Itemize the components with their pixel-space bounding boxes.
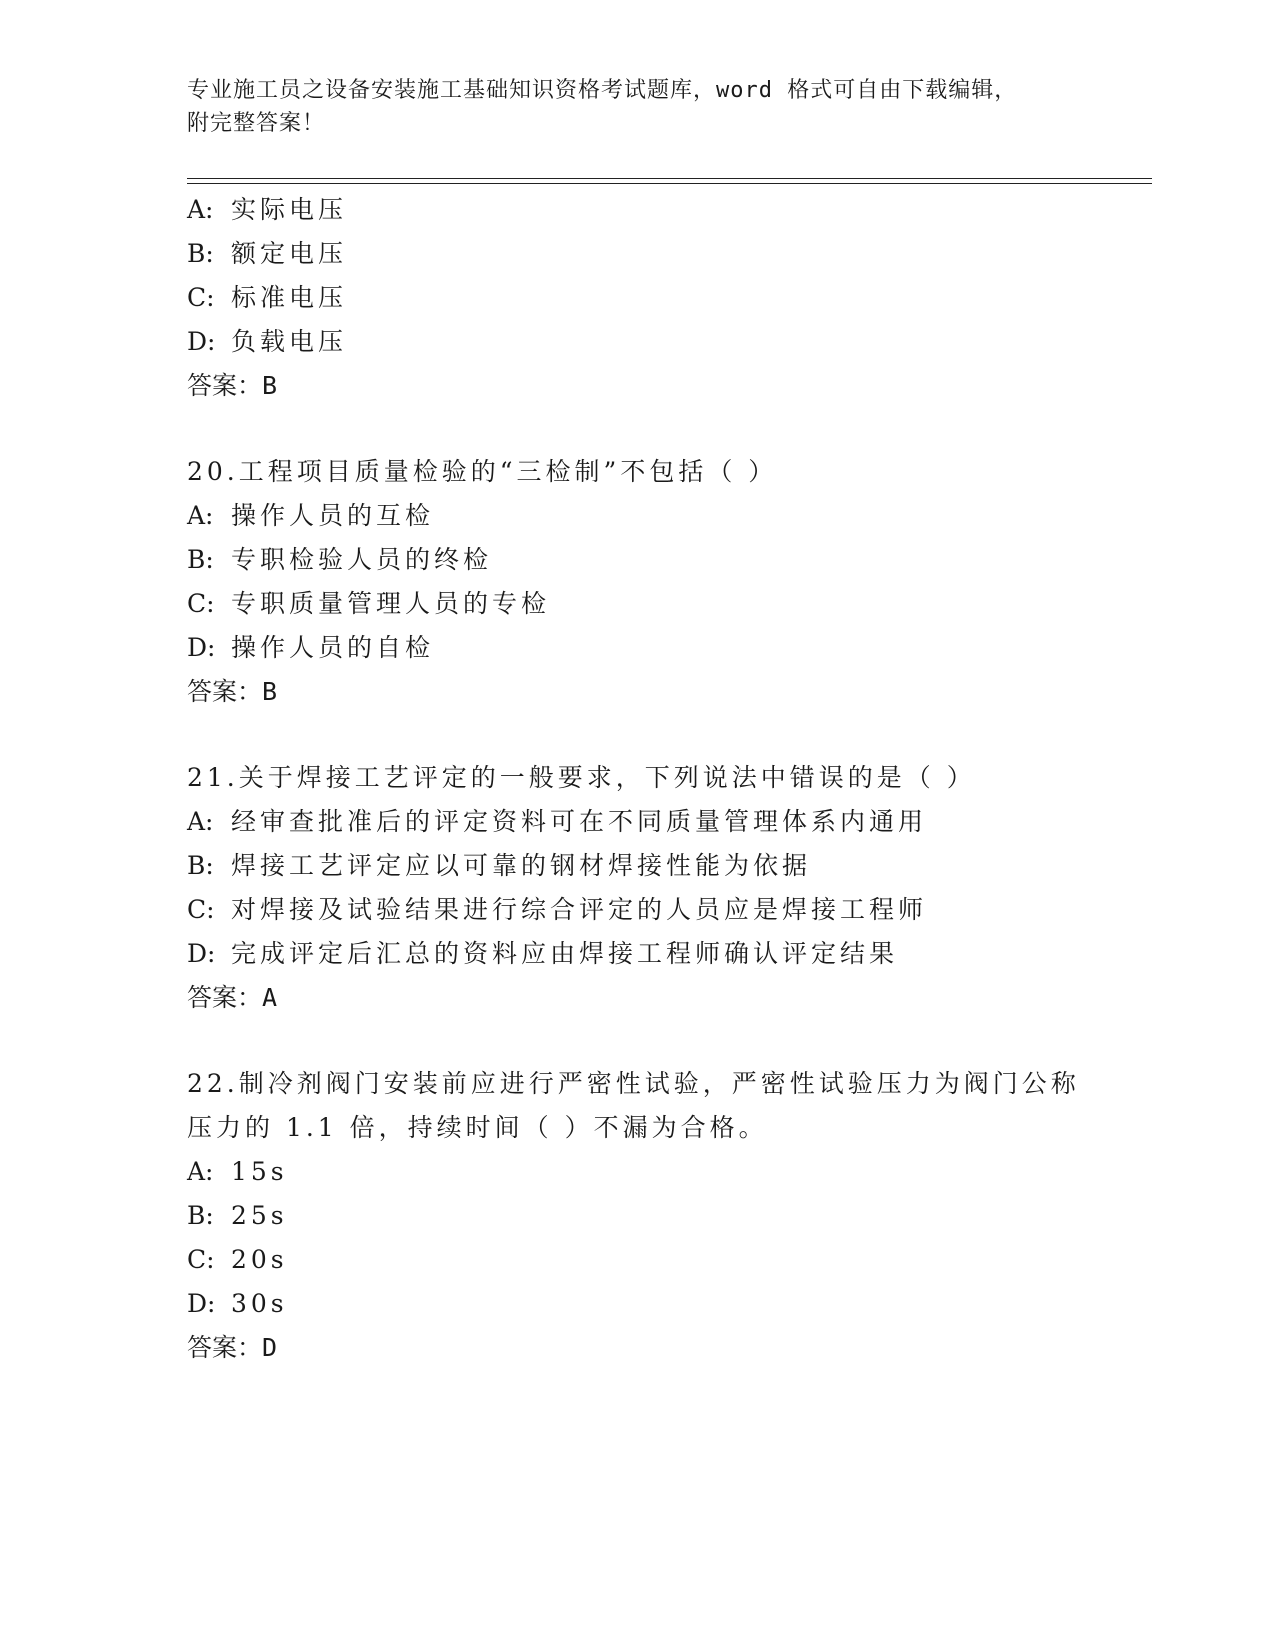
option-key: D:	[187, 633, 216, 662]
option-key: C:	[187, 283, 215, 312]
option-key: D:	[187, 939, 216, 968]
option-key: C:	[187, 895, 215, 924]
option-text: 额定电压	[231, 239, 348, 268]
option-key: A:	[187, 195, 214, 224]
option-text: 焊接工艺评定应以可靠的钢材焊接性能为依据	[231, 851, 812, 880]
q20-answer: 答案：B	[187, 677, 278, 706]
q22-option-a	[187, 1155, 288, 1189]
q20-stem: 20.工程项目质量检验的“三检制”不包括（ ）	[187, 457, 778, 486]
option-key: C:	[187, 1245, 215, 1274]
option-text: 专职质量管理人员的专检	[231, 589, 551, 618]
option-text: 完成评定后汇总的资料应由焊接工程师确认评定结果	[231, 939, 899, 968]
q19-answer: 答案：B	[187, 371, 278, 400]
option-key: D:	[187, 327, 216, 356]
q19-option-a	[187, 193, 347, 227]
option-text: 专职检验人员的终检	[231, 545, 493, 574]
header-divider-top	[187, 178, 1152, 179]
q22-stem-line-1: 22.制冷剂阀门安装前应进行严密性试验，严密性试验压力为阀门公称	[187, 1069, 1080, 1098]
option-key: D:	[187, 1289, 216, 1318]
option-text: 操作人员的互检	[231, 501, 435, 530]
option-key: A:	[187, 1157, 214, 1186]
q21-option-c	[187, 893, 927, 927]
option-text: 经审查批准后的评定资料可在不同质量管理体系内通用	[231, 807, 928, 836]
q21-option-d	[187, 937, 898, 971]
q20-option-b	[187, 543, 492, 577]
option-key: A:	[187, 501, 214, 530]
q19-option-c	[187, 281, 347, 315]
header-line-1: 专业施工员之设备安装施工基础知识资格考试题库，word 格式可自由下载编辑，	[187, 78, 1018, 103]
option-text: 负载电压	[231, 327, 348, 356]
option-text: 30s	[231, 1289, 288, 1318]
q21-stem: 21.关于焊接工艺评定的一般要求，下列说法中错误的是（ ）	[187, 763, 976, 792]
q20-option-a	[187, 499, 434, 533]
q21-option-a	[187, 805, 927, 839]
q20-option-c	[187, 587, 550, 621]
q21-answer: 答案：A	[187, 983, 278, 1012]
q21-option-b	[187, 849, 811, 883]
header-divider-bottom	[187, 183, 1152, 184]
option-text: 标准电压	[231, 283, 348, 312]
header-line-2: 附完整答案！	[187, 111, 326, 136]
option-key: A:	[187, 807, 214, 836]
option-text: 实际电压	[231, 195, 348, 224]
option-text: 操作人员的自检	[231, 633, 435, 662]
option-text: 25s	[231, 1201, 288, 1230]
q22-stem-line-2: 压力的 1.1 倍，持续时间（ ）不漏为合格。	[187, 1113, 768, 1142]
document-header	[187, 74, 1087, 140]
option-text: 15s	[231, 1157, 288, 1186]
q22-option-c	[187, 1243, 288, 1277]
option-text: 对焊接及试验结果进行综合评定的人员应是焊接工程师	[231, 895, 928, 924]
option-key: C:	[187, 589, 215, 618]
q22-option-d	[187, 1287, 288, 1321]
option-text: 20s	[231, 1245, 288, 1274]
q22-option-b	[187, 1199, 288, 1233]
option-key: B:	[187, 239, 214, 268]
q22-answer: 答案：D	[187, 1333, 278, 1362]
q19-option-b	[187, 237, 347, 271]
option-key: B:	[187, 851, 214, 880]
q19-option-d	[187, 325, 347, 359]
option-key: B:	[187, 545, 214, 574]
q20-option-d	[187, 631, 434, 665]
option-key: B:	[187, 1201, 214, 1230]
